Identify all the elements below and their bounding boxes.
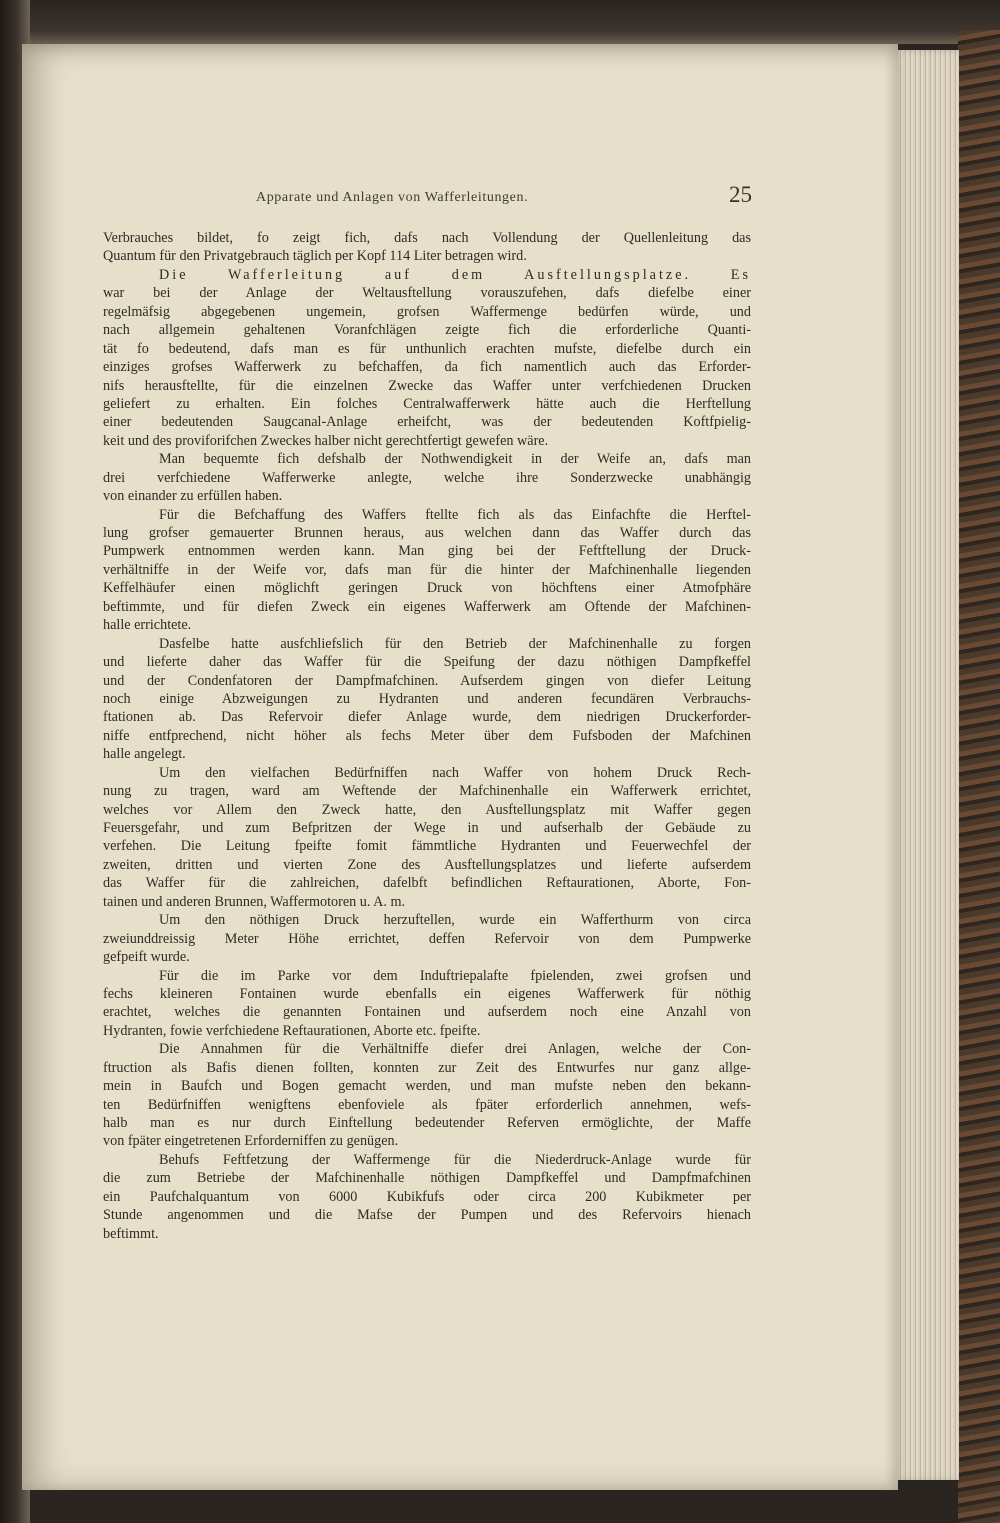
page-number: 25 [729, 182, 752, 207]
text-line: von fpäter eingetretenen Erforderniffen zu genügen. [103, 1133, 399, 1150]
text-line: Hydranten, fowie verfchiedene Reftaurationen, Aborte etc. fpeifte. [103, 1022, 481, 1039]
text-line: zweiten, dritten und vierten Zone des Ausftellungsplatzes und lieferte aufserdem [103, 856, 751, 873]
text-line: Dasfelbe hatte ausfchliefslich für den Betrieb der Mafchinenhalle zu forgen [159, 635, 751, 652]
text-line: ftruction als Bafis dienen follten, konnten zur Zeit des Entwurfes nur ganz allge- [103, 1059, 751, 1076]
text-line: halle angelegt. [103, 746, 186, 763]
text-line: Keffelhäufer einen möglichft geringen Druck von höchftens einer Atmofphäre [103, 580, 751, 597]
book-cover-right [958, 30, 1000, 1523]
text-line: mein in Baufch und Bogen gemacht werden, und man mufste neben den bekann- [103, 1078, 751, 1095]
text-line: das Waffer für die zahlreichen, dafelbft befindlichen Reftaurationen, Aborte, Fon- [103, 875, 751, 892]
text-line: keit und des proviforifchen Zweckes halber nicht gerechtfertigt gewefen wäre. [103, 432, 549, 449]
text-line: Man bequemte fich defshalb der Nothwendigkeit in der Weife an, dafs man [159, 451, 751, 468]
text-line: Behufs Feftfetzung der Waffermenge für die Niederdruck-Anlage wurde für [159, 1151, 751, 1168]
text-line: Verbrauches bildet, fo zeigt fich, dafs nach Vollendung der Quellenleitung das [103, 230, 751, 246]
book-cover-top [0, 0, 1000, 44]
text-line: Pumpwerk entnommen werden kann. Man ging bei der Feftftellung der Druck- [103, 543, 751, 560]
text-line: halb man es nur durch Einftellung bedeutender Referven ermöglichte, der Maffe [103, 1115, 751, 1131]
text-line: ftationen ab. Das Refervoir diefer Anlage wurde, dem niedrigen Druckerforder- [103, 709, 751, 726]
text-line: ten Bedürfniffen wenigftens ebenfoviele als fpäter erforderlich annehmen, wefs- [103, 1096, 751, 1113]
text-line: nung zu tragen, ward am Weftende der Mafchinenhalle ein Wafferwerk errichtet, [103, 783, 751, 800]
text-line: Für die im Parke vor dem Induftriepalafte fpielenden, zwei grofsen und [159, 967, 751, 984]
text-line: Um den vielfachen Bedürfniffen nach Waffer von hohem Druck Rech- [159, 764, 751, 781]
text-line: tainen und anderen Brunnen, Waffermotoren u. A. m. [103, 893, 406, 910]
text-line: halle errichtete. [103, 617, 192, 634]
text-line: und der Condenfatoren der Dampfmafchinen. Aufserdem gingen von diefer Leitung [103, 672, 751, 689]
text-line: Quantum für den Privatgebrauch täglich per Kopf 114 Liter betragen wird. [103, 248, 527, 265]
text-line: Um den nöthigen Druck herzuftellen, wurde ein Wafferthurm von circa [159, 912, 751, 929]
text-line: welches vor Allem den Zweck hatte, den Ausftellungsplatz mit Waffer gegen [103, 801, 751, 818]
text-line: niffe entfprechend, nicht höher als fechs Meter über dem Fufsboden der Mafchinen [103, 727, 751, 744]
text-line: einer bedeutenden Saugcanal-Anlage erheifcht, was der bedeutenden Koftfpielig- [103, 414, 751, 431]
running-head: Apparate und Anlagen von Wafferleitungen. [256, 190, 529, 205]
text-line: und lieferte daher das Waffer für die Speifung der dazu nöthigen Dampfkeffel [103, 654, 751, 671]
text-line: zweiunddreissig Meter Höhe errichtet, deffen Refervoir von dem Pumpwerke [103, 930, 751, 947]
text-line: verhältniffe in der Weife vor, dafs man für die hinter der Mafchinenhalle liegenden [103, 561, 751, 578]
text-line: drei verfchiedene Wafferwerke anlegte, welche ihre Sonderzwecke unabhängig [103, 469, 751, 486]
text-line: von einander zu erfüllen haben. [103, 488, 283, 505]
text-line: erachtet, welches die genannten Fontainen und aufserdem noch eine Anzahl von [103, 1004, 751, 1021]
page-header [256, 182, 752, 210]
text-line: lung grofser gemauerter Brunnen heraus, aus welchen dann das Waffer durch das [103, 525, 751, 541]
page-edges [893, 50, 959, 1480]
text-line: gefpeift wurde. [103, 949, 190, 966]
text-line: Die Annahmen für die Verhältniffe diefer drei Anlagen, welche der Con- [159, 1041, 751, 1058]
text-line: ein Paufchalquantum von 6000 Kubikfufs oder circa 200 Kubikmeter per [103, 1188, 751, 1205]
text-line: nifs herausftellte, für die einzelnen Zwecke das Waffer unter verfchiedenen Drucken [103, 377, 751, 394]
text-line: regelmäfsig abgegebenen ungemein, grofsen Waffermenge bedürfen würde, und [103, 303, 751, 320]
text-line: nach allgemein gehaltenen Voranfchlägen zeigte fich die erforderliche Quanti- [103, 322, 751, 339]
text-line: war bei der Anlage der Weltausftellung vorauszufehen, dafs diefelbe einer [103, 285, 751, 302]
text-line: einziges grofses Wafferwerk zu befchaffen, da fich namentlich auch das Erforder- [103, 359, 751, 376]
text-line: fechs kleineren Fontainen wurde ebenfalls ein eigenes Wafferwerk für nöthig [103, 985, 751, 1002]
text-line: tät fo bedeutend, dafs man es für unthunlich erachten mufste, diefelbe durch ein [103, 340, 751, 357]
text-line: beftimmte, und für diefen Zweck ein eigenes Wafferwerk am Oftende der Mafchinen- [103, 598, 751, 615]
section-heading-line: Die Wafferleitung auf dem Ausftellungsplatze. Es [159, 266, 751, 283]
text-line: geliefert zu erhalten. Ein folches Centralwafferwerk hätte auch die Herftellung [103, 395, 751, 412]
text-line: verfehen. Die Leitung fpeifte fomit fämmtliche Hydranten und Feuerwechfel der [103, 838, 751, 855]
text-line: noch einige Abzweigungen zu Hydranten und anderen fecundären Verbrauchs- [103, 690, 751, 707]
text-line: Feuersgefahr, und zum Befpritzen der Wege in und aufserhalb der Gebäude zu [103, 820, 751, 836]
text-line: beftimmt. [103, 1225, 159, 1242]
body-text [103, 229, 751, 1243]
text-line: Stunde angenommen und die Mafse der Pumpen und des Refervoirs hienach [103, 1207, 751, 1224]
text-line: Für die Befchaffung des Waffers ftellte fich als das Einfachfte die Herftel- [159, 506, 751, 523]
text-line: die zum Betriebe der Mafchinenhalle nöthigen Dampfkeffel und Dampfmafchinen [103, 1170, 751, 1187]
